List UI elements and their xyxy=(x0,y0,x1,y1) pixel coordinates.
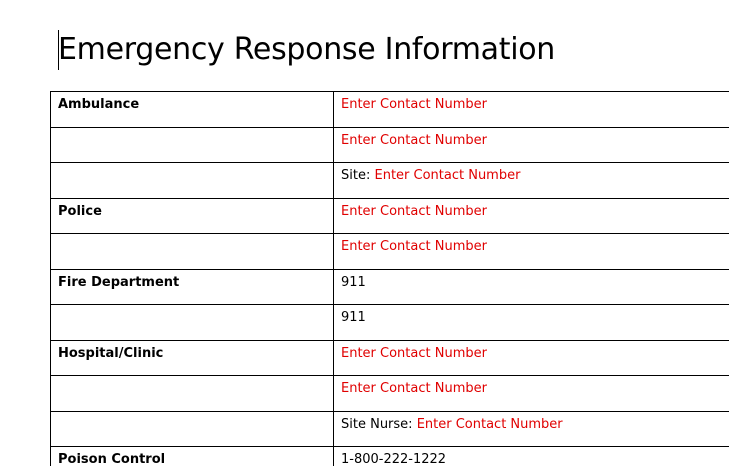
table-row xyxy=(51,447,730,466)
table-row xyxy=(51,163,730,199)
contact-cell[interactable] xyxy=(334,163,730,199)
table-row xyxy=(51,269,730,305)
table-row xyxy=(51,92,730,128)
contact-number[interactable]: 1-800-222-1222 xyxy=(341,452,447,466)
service-label[interactable] xyxy=(51,234,334,270)
contact-number-placeholder[interactable]: Enter Contact Number xyxy=(341,381,487,396)
service-label[interactable]: Ambulance xyxy=(51,92,334,128)
table-row xyxy=(51,340,730,376)
contact-number[interactable]: 911 xyxy=(341,274,366,290)
table-row xyxy=(51,411,730,447)
contact-cell[interactable] xyxy=(334,411,730,447)
document-title[interactable]: Emergency Response Information xyxy=(58,32,556,67)
service-label[interactable]: Poison Control xyxy=(51,447,334,466)
table-row xyxy=(51,198,730,234)
table-row xyxy=(51,234,730,270)
emergency-contacts-table-container xyxy=(50,91,729,466)
contact-number-placeholder[interactable]: Enter Contact Number xyxy=(341,132,487,148)
contact-cell[interactable] xyxy=(334,234,730,270)
emergency-contacts-table xyxy=(50,91,729,466)
contact-number[interactable]: 911 xyxy=(341,310,366,325)
contact-number-placeholder[interactable]: Enter Contact Number xyxy=(341,345,487,361)
service-label[interactable] xyxy=(51,376,334,412)
contact-number-placeholder[interactable]: Enter Contact Number xyxy=(341,239,487,254)
contact-cell[interactable] xyxy=(334,269,730,305)
contact-cell[interactable] xyxy=(334,376,730,412)
table-row xyxy=(51,305,730,341)
service-label[interactable]: Hospital/Clinic xyxy=(51,340,334,376)
contact-cell[interactable] xyxy=(334,127,730,163)
service-label[interactable] xyxy=(51,305,334,341)
contact-cell[interactable] xyxy=(334,305,730,341)
contact-cell[interactable] xyxy=(334,198,730,234)
service-label[interactable]: Police xyxy=(51,198,334,234)
contact-number-placeholder[interactable]: Enter Contact Number xyxy=(374,168,521,183)
service-label[interactable] xyxy=(51,163,334,199)
contact-number-placeholder[interactable]: Enter Contact Number xyxy=(341,203,487,219)
contact-cell[interactable] xyxy=(334,447,730,466)
contact-cell[interactable] xyxy=(334,340,730,376)
contact-number-placeholder[interactable]: Enter Contact Number xyxy=(416,416,563,432)
service-label[interactable] xyxy=(51,411,334,447)
table-row xyxy=(51,127,730,163)
contact-prefix: Site Nurse: xyxy=(341,416,417,432)
service-label[interactable]: Fire Department xyxy=(51,269,334,305)
contact-cell[interactable] xyxy=(334,92,730,128)
contact-prefix: Site: xyxy=(341,168,375,183)
service-label[interactable] xyxy=(51,127,334,163)
table-row xyxy=(51,376,730,412)
contact-number-placeholder[interactable]: Enter Contact Number xyxy=(341,97,487,112)
